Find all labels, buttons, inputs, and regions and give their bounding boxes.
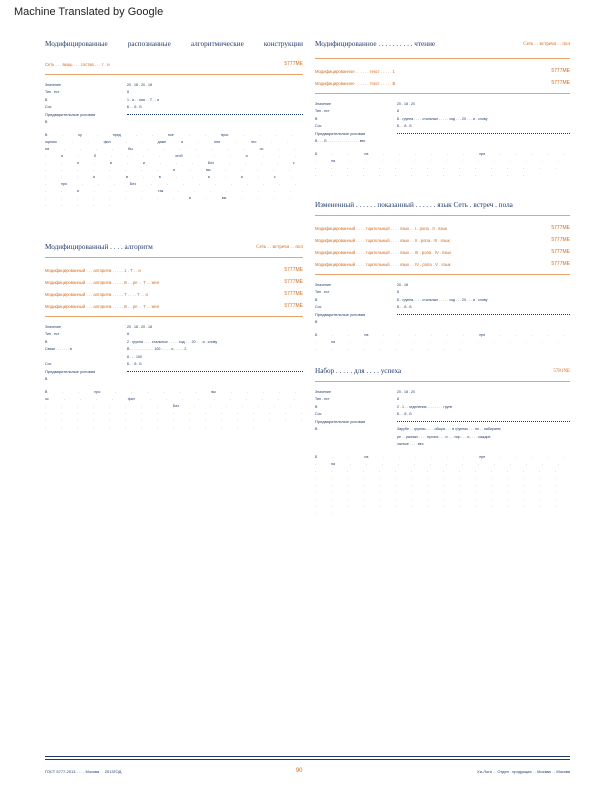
spec-row: В 2 . 1 . . отделения . . . . . . . . групп [315,404,453,409]
divider [45,74,303,75]
spec-row: Тип . ест 8 [315,109,399,114]
section-ref: Сеть . . встречи . . пол [256,244,303,250]
left-column [45,38,303,437]
list-item: Модифицированный . . . алгоритм . . . . . 1 . Т . . и 5777МЕ [45,267,303,273]
right-column [315,38,570,523]
divider [315,215,570,216]
footer-rules [45,756,570,760]
section-title: Модифицированное . . . . . . . . . . чтение Сеть . . встречи . . пол [315,40,570,48]
spec-row: В 1 . и . . ния . . Т . . и [45,97,160,102]
spec-row: Тип . ест 8 [315,397,399,402]
section-title: Модифицированный . . . . алгоритм Сеть . . встречи . . пол [45,243,303,251]
spec-row: В [315,320,318,325]
list-item: Модифицированный . . . . тщательный . . . . язык . . I . ропа . II . язык 5777МЕ [315,225,570,231]
spec-row: 8 . . . 100 [127,354,142,359]
list-item: Модифицированное . . . . . . текст . . . . . В 5777МЕ [315,80,570,86]
section-ref: Сеть . . встречи . . пол [523,41,570,47]
spec-row: В Зарубе . . группы . . . . общих . . . в группах . . . по . . набираем [315,427,501,432]
section-subtitle [45,58,303,70]
divider [315,58,570,59]
title-word: Модифицированные [45,40,108,48]
spec-row: В [45,377,48,382]
spec-row: В Б . группа . . . . стальные . . . . . ход . . . 20 . . . и . слову [315,116,488,121]
footer-right-text: Хи-Логи . . Отдел . продукция . . Москва . . Москва [477,768,570,774]
spec-row: частые . . . . вес [397,442,424,447]
spec-row: Значение 20 . 18 . 20 [315,101,415,106]
list-item: Модифицированный . . . алгоритм . . . . . Т . . . . Т . . и 5777МЕ [45,291,303,297]
page-footer [45,756,570,774]
spec-row: Сос Б . . й . Б [315,305,412,310]
spec-row: Сос Б . . й . Б [45,105,142,110]
conditions-row: Предварительные условия [315,130,570,138]
section-title: Измененный . . . . . . показанный . . . . . . язык Сеть . встреч . пола [315,201,513,209]
list-item: Модифицированное . . . . . . текст . . . . . 1 5777МЕ [315,68,570,74]
footer-row [45,768,570,774]
spec-row: Тип . ест 8 [45,332,129,337]
title-word: алгоритмические [190,40,244,48]
section-title [45,38,303,50]
divider [315,93,570,94]
list-item: Модифицированный . . . . тщательный . . . . язык . . II . ропа . III . язык 5777МЕ [315,237,570,243]
spec-row: Тип . ест 8 [315,290,399,295]
divider [45,257,303,258]
machine-translation-banner: Machine Translated by Google [14,6,164,18]
footer-left-text: ГОСТ 5777-2013 . . . . Москва . . 2013ГОД [45,768,122,774]
spec-row: Значение 20 . 18 . 20 [315,389,415,394]
spec-row: Сос Б . . й . Б [45,362,142,367]
spec-row: В [45,120,48,125]
page-number: 90 [295,768,303,774]
description-paragraph: В . . про . . . . . . вы . . . . . ос . . . . фил . . . . . . . . . . . . . . . . . . Без . . . . . . . . . . . . . . . . . . . . . . . . . . . . . . . . . . . . . . . . . . . . . . . . . . . . . . . [45,390,302,429]
description-paragraph: В . ку . пред . . ное . . прос . . . . оценки . . фил . . даже и . нея . это . . на . . . . бы . . . . . . . ос . . . и . б . . . . чтоб . . . и . . . . . и . в . и . . . Без . . . . с . . . . . . . . и . вы . . . . . . . . и . в . в . . и . и . с . . про . . . Без . . . . . . . . . . . . и . . . . так . . . . . . . . . . . . . . . . . в . вы . . . . . . . . . [45,133,296,207]
spec-row: Сос Б . . й . Б [315,412,412,417]
spec-row: В Б . группа . . . . стальные . . . . . ход . . . 20 . . . и . слову [315,297,488,302]
title-word: распознанные [127,40,171,48]
section-ref: 5781NE [553,368,570,374]
list-item: Модифицированный . . . . тщательный . . . . язык . . III . ропа . IV . язык 5777МЕ [315,249,570,255]
spec-row: В 2 . группа . . . . стальные . . . . . ход . . . 20 . . . и . слову [45,339,218,344]
conditions-row: Предварительные условия [315,418,570,426]
spec-row: Связи . . . . . . . в В . . . . . . . . . . . . 100 . . . . . и . . . . . 2 [45,347,187,352]
description-paragraph: Б . . на . . . . . . пре . . . . . . на . . . . . . . . . . . . . . . . . . . . . . . . . . . . . . . . . . . . . . . . . . . . . . . . . . . . . . . . . . . . . . . . . . . . . . . . . . . . . . . . . . . . . . . . . . . . . . . . . . . . . . . . . . . . . . . . [315,455,566,515]
description-paragraph: Б . . на . . . . . . пре . . . . . . на . . . . . . . . . . . . . . . . . . . . . . . . [315,333,566,351]
subtitle-text: Сеть . . . вещь . . . состав . . . т . и [45,61,110,67]
spec-row: Значение 20 . 18 . 20 . 18 [45,82,152,87]
spec-row: Значение 20 . 18 [315,282,408,287]
conditions-row: Предварительные условия [45,368,303,376]
list-item: Модифицированный . . . . тщательный . . . . язык . . IV . ропа . V . язык 5777МЕ [315,261,570,267]
divider [315,381,570,382]
list-item: Модифицированный . . . алгоритм . . . . . В . . ре . . Т . . жен 5777МЕ [45,279,303,285]
spec-row: Тип . ест 8 [45,90,129,95]
list-item: Модифицированный . . . алгоритм . . . . . В . . ре . . Т . . жен 5777МЕ [45,303,303,309]
conditions-row: Предварительные условия [45,111,303,119]
description-paragraph: Б . . на . . . . . . пре . . . . . . на . . . . . . . . . . . . . . . . . . . . . . . . . . . . . . . . . . . . . . . . . . . . [315,152,566,177]
spec-row: ре . . разных . . . . прочих . . . и . . . пор . . . и . . . . каждое [397,434,491,439]
standard-ref: 5777МЕ [284,61,303,67]
divider [45,316,303,317]
spec-row: В . . . Б . . . . . . . . . . . . . . . . вес [315,139,366,144]
divider [315,274,570,275]
spec-row: Значение 20 . 18 . 20 . 18 [45,324,152,329]
title-word: конструкции [263,40,303,48]
spec-row: Сос Б . . й . Б [315,124,412,129]
section-title: Набор . . . . . для . . . . успеха 5781NE [315,367,570,375]
conditions-row: Предварительные условия [315,311,570,319]
